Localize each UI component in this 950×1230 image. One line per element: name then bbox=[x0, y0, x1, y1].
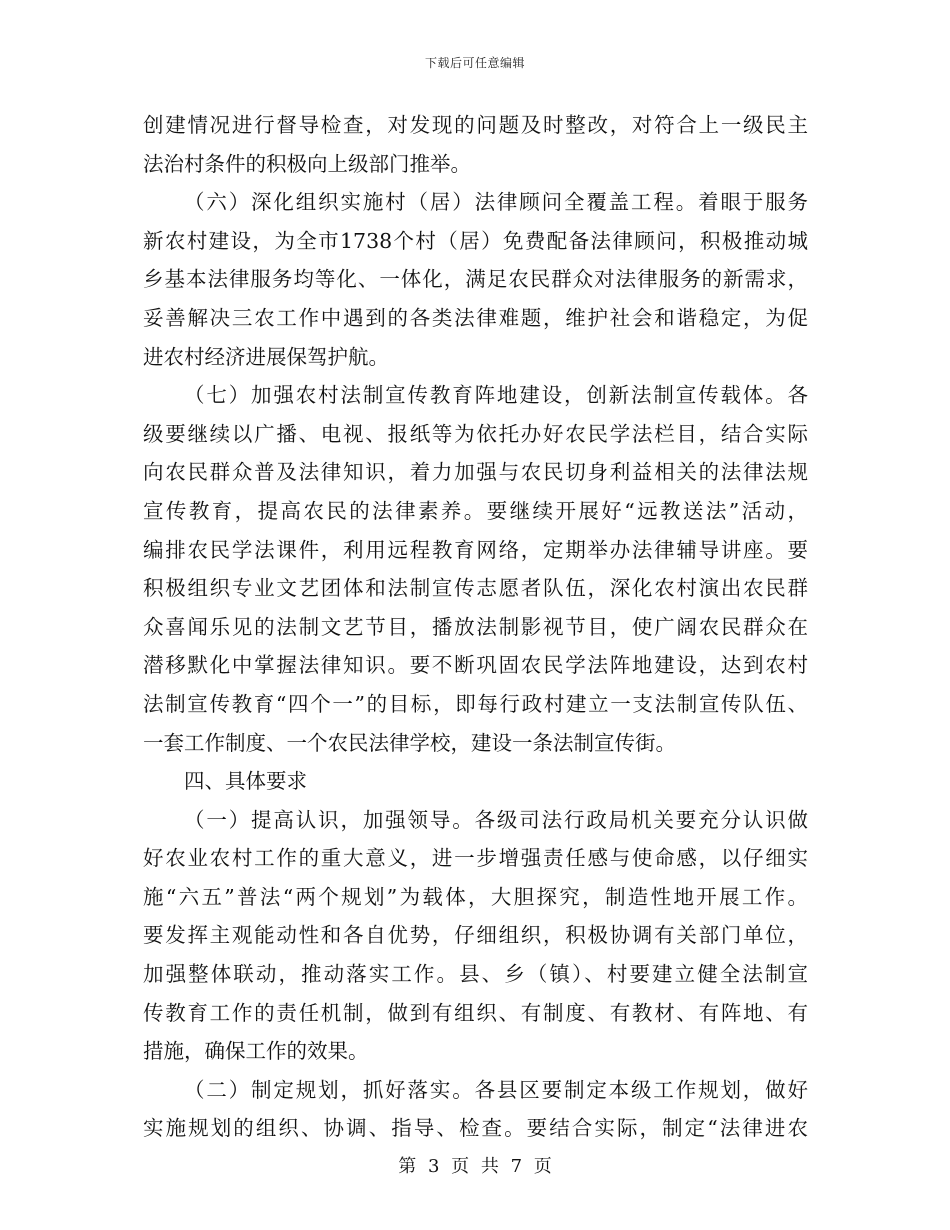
body-line: 众喜闻乐见的法制文艺节目，播放法制影视节目，使广阔农民群众在 bbox=[143, 614, 808, 639]
page-header: 下载后可任意编辑 bbox=[424, 56, 525, 70]
body-line: （二）制定规划，抓好落实。各县区要制定本级工作规划，做好 bbox=[184, 1077, 808, 1102]
body-line: 要发挥主观能动性和各自优势，仔细组织，积极协调有关部门单位， bbox=[143, 923, 808, 948]
body-line: （七）加强农村法制宣传教育阵地建设，创新法制宣传载体。各 bbox=[184, 383, 808, 408]
body-line: 法制宣传教育“四个一”的目标，即每行政村建立一支法制宣传队伍、 bbox=[143, 691, 808, 716]
body-line: 新农村建设，为全市1738个村（居）免费配备法律顾问，积极推动城 bbox=[143, 228, 808, 253]
page-footer: 第 3 页 共 7 页 bbox=[398, 1156, 552, 1177]
body-line: 妥善解决三农工作中遇到的各类法律难题，维护社会和谐稳定，为促 bbox=[143, 305, 808, 330]
body-line: 积极组织专业文艺团体和法制宣传志愿者队伍，深化农村演出农民群 bbox=[143, 576, 808, 601]
section-heading: 四、具体要求 bbox=[184, 769, 307, 794]
body-line: 加强整体联动，推动落实工作。县、乡（镇）、村要建立健全法制宣 bbox=[143, 962, 808, 987]
body-line: 乡基本法律服务均等化、一体化，满足农民群众对法律服务的新需求， bbox=[143, 267, 808, 292]
body-line: 编排农民学法课件，利用远程教育网络，定期举办法律辅导讲座。要 bbox=[143, 537, 808, 562]
body-line: （一）提高认识，加强领导。各级司法行政局机关要充分认识做 bbox=[184, 807, 808, 832]
body-line: 级要继续以广播、电视、报纸等为依托办好农民学法栏目，结合实际 bbox=[143, 421, 808, 446]
body-line: 施“六五”普法“两个规划”为载体，大胆探究，制造性地开展工作。 bbox=[143, 884, 808, 909]
document-body bbox=[143, 106, 808, 1148]
body-line: 宣传教育，提高农民的法律素养。要继续开展好“远教送法”活动， bbox=[143, 498, 808, 523]
body-line: 实施规划的组织、协调、指导、检查。要结合实际，制定“法律进农 bbox=[143, 1116, 808, 1141]
body-line: 进农村经济进展保驾护航。 bbox=[143, 344, 389, 369]
body-line: 创建情况进行督导检查，对发现的问题及时整改，对符合上一级民主 bbox=[143, 113, 808, 137]
body-line: 好农业农村工作的重大意义，进一步增强责任感与使命感，以仔细实 bbox=[143, 846, 808, 871]
body-line: 一套工作制度、一个农民法律学校，建设一条法制宣传街。 bbox=[143, 730, 676, 755]
body-line: 潜移默化中掌握法律知识。要不断巩固农民学法阵地建设，达到农村 bbox=[143, 653, 808, 678]
body-line: 向农民群众普及法律知识，着力加强与农民切身利益相关的法律法规 bbox=[143, 460, 808, 485]
body-line: 法治村条件的积极向上级部门推举。 bbox=[143, 151, 471, 176]
body-line: （六）深化组织实施村（居）法律顾问全覆盖工程。着眼于服务 bbox=[184, 190, 808, 215]
body-line: 传教育工作的责任机制，做到有组织、有制度、有教材、有阵地、有 bbox=[143, 1000, 808, 1025]
body-line: 措施，确保工作的效果。 bbox=[143, 1039, 369, 1064]
